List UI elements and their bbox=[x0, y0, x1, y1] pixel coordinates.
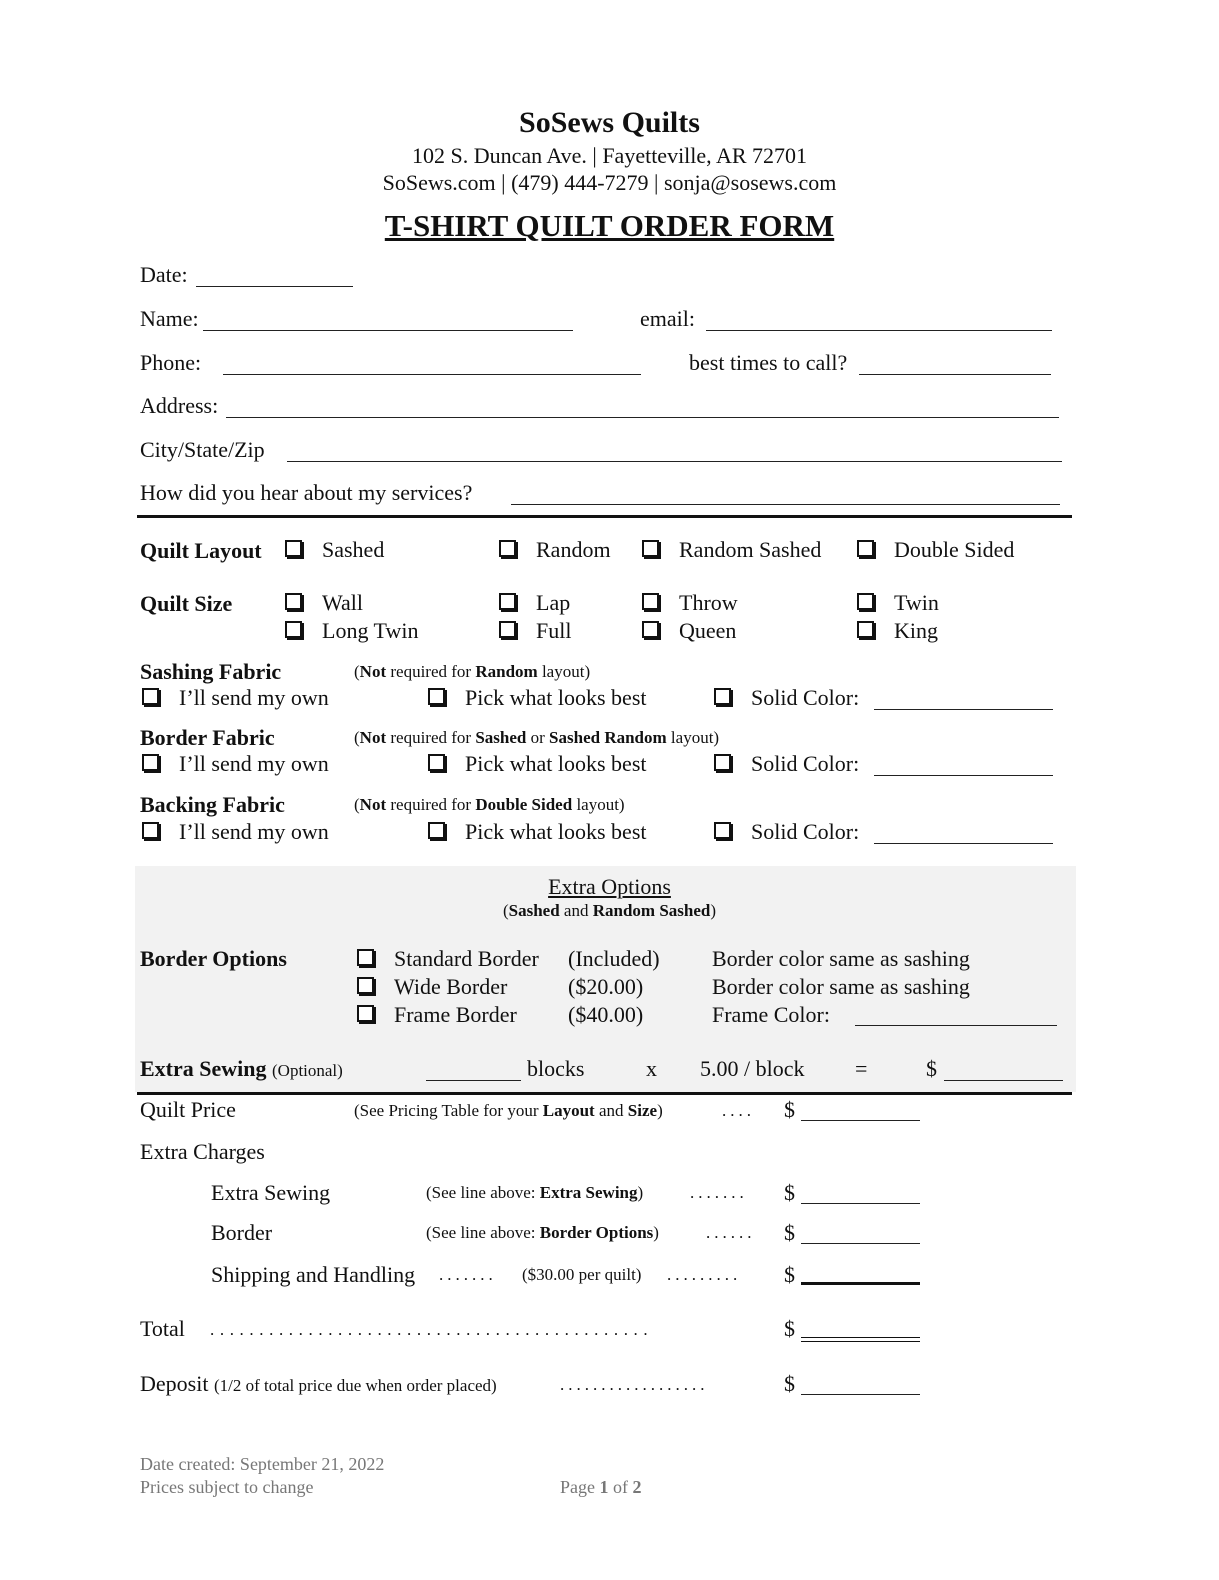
layout-random-sashed-label: Random Sashed bbox=[679, 537, 822, 562]
sashing-solid-checkbox[interactable] bbox=[714, 688, 731, 705]
layout-random-sashed-checkbox[interactable] bbox=[642, 540, 659, 557]
size-lap-label: Lap bbox=[536, 590, 571, 615]
city-field[interactable] bbox=[287, 461, 1062, 462]
name-field[interactable] bbox=[203, 330, 573, 331]
business-address: 102 S. Duncan Ave. | Fayetteville, AR 72701 bbox=[411, 143, 808, 168]
date-label: Date: bbox=[140, 262, 188, 287]
size-full-checkbox[interactable] bbox=[499, 621, 516, 638]
business-contact: SoSews.com | (479) 444-7279 | sonja@sosews.com bbox=[382, 170, 837, 195]
extra-sewing-dollar: $ bbox=[926, 1056, 937, 1081]
layout-random-checkbox[interactable] bbox=[499, 540, 516, 557]
layout-double-sided-checkbox[interactable] bbox=[857, 540, 874, 557]
layout-sashed-label: Sashed bbox=[322, 537, 385, 562]
total-leader: ............................................. bbox=[210, 1320, 654, 1339]
charge-extra-sewing-field[interactable] bbox=[801, 1203, 920, 1204]
footer-date-created: Date created: September 21, 2022 bbox=[140, 1454, 385, 1474]
charge-border-leader: ...... bbox=[706, 1223, 756, 1242]
charge-extra-sewing-dollar: $ bbox=[784, 1180, 795, 1205]
charge-extra-sewing-leader: ....... bbox=[690, 1183, 748, 1202]
times-sign: x bbox=[646, 1056, 657, 1081]
charge-border-field[interactable] bbox=[801, 1243, 920, 1244]
phone-label: Phone: bbox=[140, 350, 202, 375]
frame-border-label: Frame Border bbox=[394, 1002, 517, 1027]
sashing-own-checkbox[interactable] bbox=[142, 688, 159, 705]
extra-options-subtitle: (Sashed and Random Sashed) bbox=[502, 901, 717, 920]
sashing-label: Sashing Fabric bbox=[140, 659, 282, 684]
size-twin-label: Twin bbox=[894, 590, 939, 615]
quilt-price-note: (See Pricing Table for your Layout and Size) bbox=[354, 1101, 663, 1120]
address-field[interactable] bbox=[226, 417, 1059, 418]
extra-sewing-blocks-field[interactable] bbox=[426, 1080, 521, 1081]
backing-note: (Not required for Double Sided layout) bbox=[354, 795, 625, 814]
size-wall-label: Wall bbox=[322, 590, 363, 615]
equals-sign: = bbox=[855, 1056, 868, 1081]
backing-solid-checkbox[interactable] bbox=[714, 822, 731, 839]
backing-own-label: I’ll send my own bbox=[179, 819, 329, 844]
sashing-pick-label: Pick what looks best bbox=[465, 685, 647, 710]
shipping-field[interactable] bbox=[801, 1282, 920, 1285]
border-pick-label: Pick what looks best bbox=[465, 751, 647, 776]
sashing-own-label: I’ll send my own bbox=[179, 685, 329, 710]
hear-label: How did you hear about my services? bbox=[140, 480, 473, 505]
standard-border-note: Border color same as sashing bbox=[712, 946, 970, 971]
business-name: SoSews Quilts bbox=[519, 106, 700, 139]
backing-solid-field[interactable] bbox=[874, 843, 1053, 844]
charge-extra-sewing-label: Extra Sewing bbox=[211, 1180, 331, 1205]
border-own-label: I’ll send my own bbox=[179, 751, 329, 776]
deposit-dollar: $ bbox=[784, 1371, 795, 1396]
shipping-dollar: $ bbox=[784, 1262, 795, 1287]
shipping-note: ($30.00 per quilt) bbox=[522, 1265, 642, 1284]
standard-border-checkbox[interactable] bbox=[357, 949, 374, 966]
extra-sewing-label: Extra Sewing (Optional) bbox=[140, 1056, 343, 1081]
phone-field[interactable] bbox=[223, 374, 641, 375]
wide-border-price: ($20.00) bbox=[568, 974, 644, 999]
layout-double-sided-label: Double Sided bbox=[894, 537, 1015, 562]
backing-label: Backing Fabric bbox=[140, 792, 285, 817]
rate-label: 5.00 / block bbox=[700, 1056, 805, 1081]
total-label: Total bbox=[140, 1316, 185, 1341]
sashing-solid-field[interactable] bbox=[874, 709, 1053, 710]
sashing-note: (Not required for Random layout) bbox=[354, 662, 591, 681]
layout-random-label: Random bbox=[536, 537, 611, 562]
border-fabric-note: (Not required for Sashed or Sashed Random layout) bbox=[354, 728, 720, 747]
wide-border-checkbox[interactable] bbox=[357, 977, 374, 994]
charge-border-label: Border bbox=[211, 1220, 273, 1245]
section-divider bbox=[137, 515, 1072, 518]
footer-prices-note: Prices subject to change bbox=[140, 1477, 314, 1497]
email-field[interactable] bbox=[706, 330, 1052, 331]
best-times-field[interactable] bbox=[859, 374, 1051, 375]
size-twin-checkbox[interactable] bbox=[857, 593, 874, 610]
total-field[interactable] bbox=[801, 1337, 920, 1342]
size-queen-checkbox[interactable] bbox=[642, 621, 659, 638]
extra-charges-label: Extra Charges bbox=[140, 1139, 265, 1164]
standard-border-price: (Included) bbox=[568, 946, 660, 971]
border-pick-checkbox[interactable] bbox=[428, 754, 445, 771]
extra-options-title: Extra Options bbox=[548, 874, 671, 899]
deposit-label: Deposit (1/2 of total price due when order placed) bbox=[140, 1371, 497, 1396]
size-long-twin-checkbox[interactable] bbox=[285, 621, 302, 638]
extra-sewing-total-field[interactable] bbox=[944, 1080, 1063, 1081]
frame-border-price: ($40.00) bbox=[568, 1002, 644, 1027]
sashing-solid-label: Solid Color: bbox=[751, 685, 860, 710]
size-full-label: Full bbox=[536, 618, 572, 643]
shipping-label: Shipping and Handling bbox=[211, 1262, 416, 1287]
standard-border-label: Standard Border bbox=[394, 946, 539, 971]
layout-sashed-checkbox[interactable] bbox=[285, 540, 302, 557]
blocks-label: blocks bbox=[527, 1056, 585, 1081]
charge-border-dollar: $ bbox=[784, 1220, 795, 1245]
border-fabric-label: Border Fabric bbox=[140, 725, 275, 750]
quilt-price-label: Quilt Price bbox=[140, 1097, 236, 1122]
size-throw-checkbox[interactable] bbox=[642, 593, 659, 610]
charge-extra-sewing-note: (See line above: Extra Sewing) bbox=[426, 1183, 644, 1202]
deposit-field[interactable] bbox=[801, 1394, 920, 1395]
wide-border-note: Border color same as sashing bbox=[712, 974, 970, 999]
size-long-twin-label: Long Twin bbox=[322, 618, 419, 643]
border-solid-field[interactable] bbox=[874, 775, 1053, 776]
best-times-label: best times to call? bbox=[689, 350, 848, 375]
deposit-leader: .................. bbox=[560, 1375, 709, 1394]
date-field[interactable] bbox=[196, 286, 353, 287]
pricing-divider bbox=[137, 1092, 1072, 1095]
border-options-label: Border Options bbox=[140, 946, 287, 971]
border-own-checkbox[interactable] bbox=[142, 754, 159, 771]
frame-color-field[interactable] bbox=[855, 1025, 1057, 1026]
address-label: Address: bbox=[140, 393, 219, 418]
hear-field[interactable] bbox=[511, 504, 1060, 505]
backing-pick-label: Pick what looks best bbox=[465, 819, 647, 844]
form-title: T-SHIRT QUILT ORDER FORM bbox=[384, 208, 835, 243]
quilt-price-dollar: $ bbox=[784, 1097, 795, 1122]
name-label: Name: bbox=[140, 306, 199, 331]
quilt-price-leader: .... bbox=[722, 1101, 755, 1120]
size-king-checkbox[interactable] bbox=[857, 621, 874, 638]
charge-border-note: (See line above: Border Options) bbox=[426, 1223, 659, 1242]
border-solid-label: Solid Color: bbox=[751, 751, 860, 776]
backing-solid-label: Solid Color: bbox=[751, 819, 860, 844]
size-throw-label: Throw bbox=[679, 590, 738, 615]
footer-page-number: Page 1 of 2 bbox=[560, 1477, 642, 1497]
shipping-leader-b: ......... bbox=[667, 1265, 742, 1284]
wide-border-label: Wide Border bbox=[394, 974, 508, 999]
frame-color-label: Frame Color: bbox=[712, 1002, 830, 1027]
size-wall-checkbox[interactable] bbox=[285, 593, 302, 610]
size-king-label: King bbox=[894, 618, 938, 643]
border-solid-checkbox[interactable] bbox=[714, 754, 731, 771]
backing-own-checkbox[interactable] bbox=[142, 822, 159, 839]
shipping-leader-a: ....... bbox=[439, 1265, 497, 1284]
city-label: City/State/Zip bbox=[140, 437, 265, 462]
sashing-pick-checkbox[interactable] bbox=[428, 688, 445, 705]
email-label: email: bbox=[640, 306, 695, 331]
total-dollar: $ bbox=[784, 1316, 795, 1341]
size-lap-checkbox[interactable] bbox=[499, 593, 516, 610]
backing-pick-checkbox[interactable] bbox=[428, 822, 445, 839]
quilt-price-field[interactable] bbox=[801, 1120, 920, 1121]
size-label: Quilt Size bbox=[140, 591, 233, 616]
frame-border-checkbox[interactable] bbox=[357, 1005, 374, 1022]
layout-label: Quilt Layout bbox=[140, 538, 262, 563]
size-queen-label: Queen bbox=[679, 618, 737, 643]
